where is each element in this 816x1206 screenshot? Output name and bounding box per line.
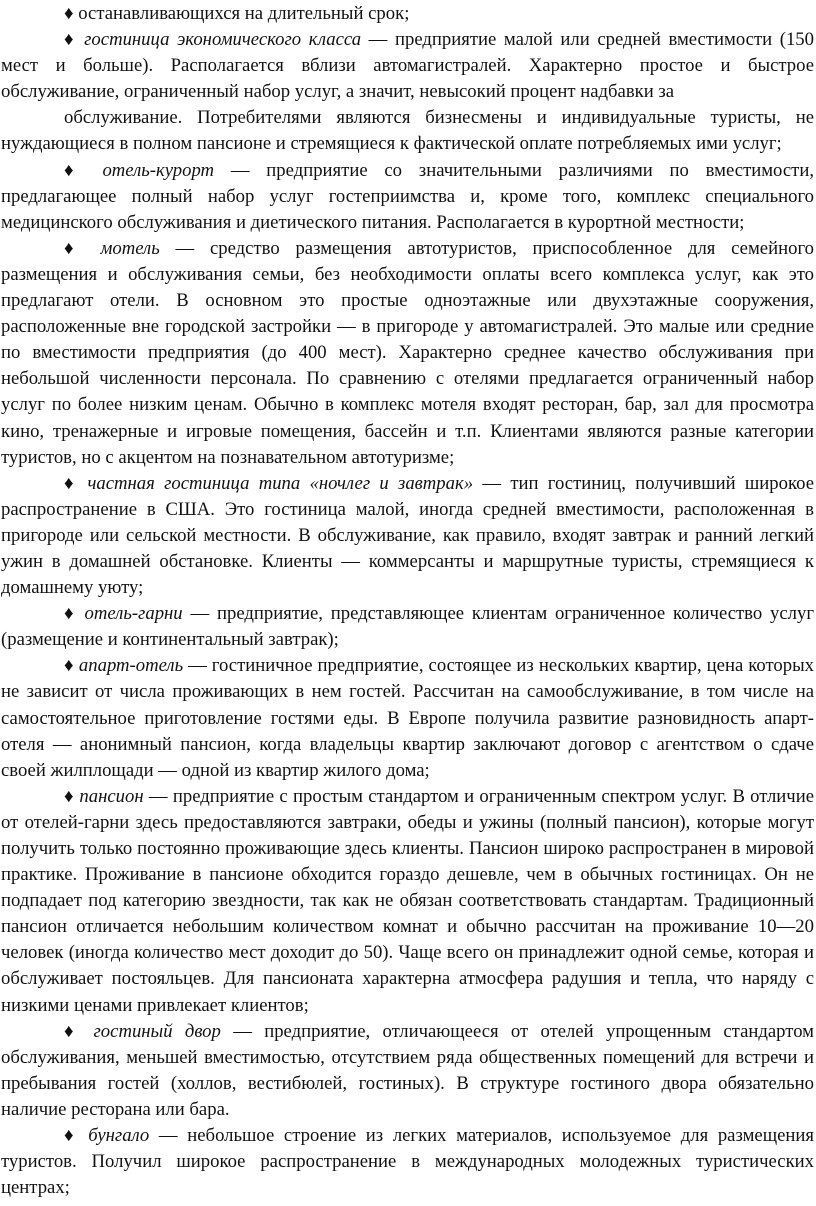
diamond-bullet-icon: ♦ xyxy=(64,3,74,24)
diamond-bullet-icon: ♦ xyxy=(64,603,77,625)
diamond-bullet-icon: ♦ xyxy=(64,29,77,51)
paragraph-text: — тип гостиниц, получивший широкое распространение в США. Это гостиница малой, иногда средней вместимости, расположенная в пригороде или сельской местности. В обслуживание, как правило, входят завтрак и ранний легкий ужин в домашней обстановке. Клиенты — коммерсанты и маршрутные туристы, стремящиеся к домашнему уюту; xyxy=(1,472,814,599)
diamond-bullet-icon: ♦ xyxy=(64,237,85,259)
paragraph-stopping-long-term xyxy=(1,1,814,27)
term-garni-hotel: отель-гарни xyxy=(84,603,183,625)
term-bed-and-breakfast: частная гостиница типа «ночлег и завтрак» xyxy=(87,472,474,494)
term-pension: пансион xyxy=(79,785,144,807)
paragraph-text: — предприятие с простым стандартом и ограниченным спектром услуг. В отличие от отелей-гарни здесь предоставляются завтраки, обеды и ужины (полный пансион), которые могут получить только постоянно проживающие здесь клиенты. Пансион широко распространен в мировой практике. Проживание в пансионе обходится гораздо дешевле, чем в обычных гостиницах. Он не подпадает под категорию звездности, так как не обязан соответствовать стандартам. Традиционный пансион отличается небольшим количеством комнат и обычно рассчитан на проживание 10—20 человек (иногда количество мест доходит до 50). Чаще всего он принадлежит одной семье, которая и обслуживает постояльцев. Для пансионата характерна атмосфера радушия и тепла, что наряду с низкими ценами привлекает клиентов; xyxy=(1,785,815,1016)
term-apart-hotel: апарт-отель xyxy=(78,655,184,677)
diamond-bullet-icon: ♦ xyxy=(64,785,75,807)
term-bungalow: бунгало xyxy=(88,1125,150,1147)
paragraph-text: — средство размещения автотуристов, приспособленное для семейного размещения и обслуживания семьи, без необходимости оплаты всего комплекса услуг, как это предлагают отели. В основном это простые одноэтажные или двухэтажные сооружения, расположенные вне городской застройки — в пригороде у автомагистралей. Это малые или средние по вместимости предприятия (до 400 мест). Характерно среднее качество обслуживания при небольшой численности персонала. По сравнению с отелями предлагается ограниченный набор услуг по более низким ценам. Обычно в комплекс мотеля входят ресторан, бар, зал для просмотра кино, тренажерные и игровые помещения, бассейн и т.п. Клиентами являются разные категории туристов, но с акцентом на познавательном автотуризме; xyxy=(1,237,814,468)
paragraph-text: — предприятие, отличающееся от отелей упрощенным стандартом обслуживания, меньшей вместимостью, отсутствием ряда общественных помещений для встречи и пребывания гостей (холлов, вестибюлей, гостиных). В структуре гостиного двора обязательно наличие ресторана или бара. xyxy=(1,1020,815,1120)
paragraph-motel xyxy=(1,236,814,471)
paragraph-text: обслуживание. Потребителями являются бизнесмены и индивидуальные туристы, не нуждающиеся в полном пансионе и стремящиеся к фактической оплате потребляемых ими услуг; xyxy=(1,107,814,155)
paragraph-bed-and-breakfast xyxy=(1,471,814,601)
diamond-bullet-icon: ♦ xyxy=(64,1020,82,1042)
diamond-bullet-icon: ♦ xyxy=(64,159,86,181)
paragraph-pension xyxy=(1,784,814,1019)
paragraph-text: — предприятие малой или средней вместимости (150 мест и больше). Располагается вблизи автомагистралей. Характерно простое и быстрое обслуживание, ограниченный набор услуг, а значит, невысокий процент надбавки за xyxy=(1,29,814,103)
term-motel: мотель xyxy=(100,237,160,259)
diamond-bullet-icon: ♦ xyxy=(64,1125,79,1147)
paragraph-guest-court xyxy=(1,1019,814,1123)
paragraph-resort-hotel xyxy=(1,158,814,236)
paragraph-economy-hotel xyxy=(1,27,814,105)
diamond-bullet-icon: ♦ xyxy=(64,472,79,494)
paragraph-text: останавливающихся на длительный срок; xyxy=(73,3,410,24)
term-resort-hotel: отель-курорт xyxy=(102,159,215,181)
paragraph-text: — гостиничное предприятие, состоящее из нескольких квартир, цена которых не зависит от числа проживающих в нем гостей. Рассчитан на самообслуживание, в том числе на самостоятельное приготовление гостями еды. В Европе получила развитие разновидность апарт-отеля — анонимный пансион, когда владельцы квартир заключают договор с агентством о сдаче своей жилплощади — одной из квартир жилого дома; xyxy=(1,655,814,781)
paragraph-bungalow xyxy=(1,1123,814,1201)
paragraph-text: — предприятие, представляющее клиентам ограниченное количество услуг (размещение и континентальный завтрак); xyxy=(1,603,814,651)
paragraph-text: — небольшое строение из легких материалов, используемое для размещения туристов. Получил широкое распространение в международных молодежных туристических центрах; xyxy=(1,1125,814,1199)
diamond-bullet-icon: ♦ xyxy=(64,655,74,677)
paragraph-apart-hotel xyxy=(1,653,814,783)
paragraph-garni-hotel xyxy=(1,601,814,653)
paragraph-text: — предприятие со значительными различиями по вместимости, предлагающее полный набор услуг гостеприимства и, кроме того, комплекс специального медицинского обслуживания и диетического питания. Располагается в курортной местности; xyxy=(1,159,814,233)
paragraph-economy-hotel-continued xyxy=(1,105,814,157)
term-guest-court: гостиный двор xyxy=(93,1020,221,1042)
term-economy-hotel: гостиница экономического класса xyxy=(84,29,362,51)
